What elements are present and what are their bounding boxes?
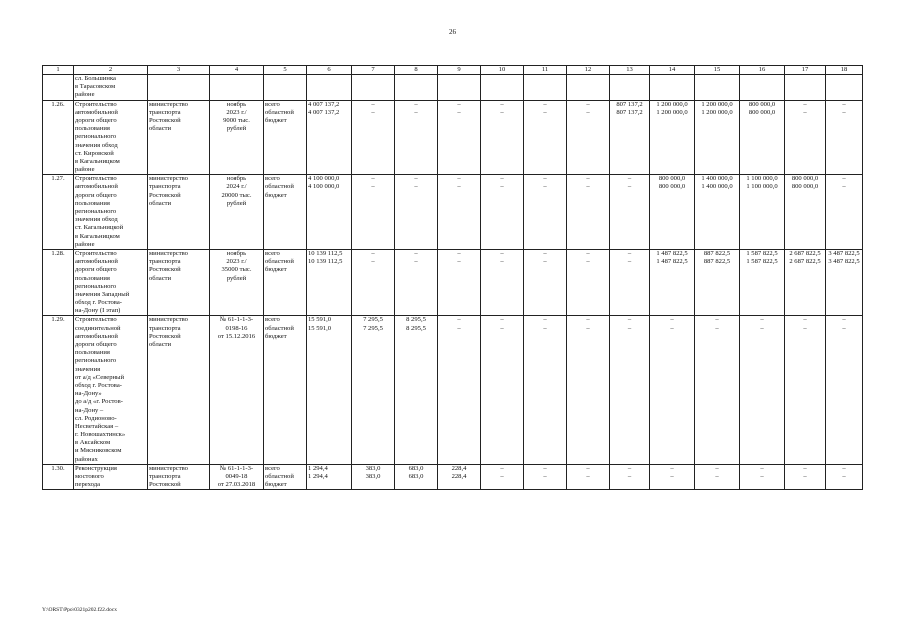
- header-cell: 11: [524, 66, 567, 75]
- funding-value: 10 139 112,5 10 139 112,5: [307, 249, 352, 316]
- header-cell: 18: [826, 66, 863, 75]
- funding-value: [695, 75, 740, 101]
- event-name: Реконструкция мостового перехода: [74, 464, 148, 490]
- funding-value: – –: [567, 100, 610, 175]
- funding-value: 1 200 000,0 1 200 000,0: [695, 100, 740, 175]
- funding-value: 800 000,0 800 000,0: [785, 175, 826, 250]
- header-cell: 10: [481, 66, 524, 75]
- funding-source: всего областной бюджет: [264, 249, 307, 316]
- header-row: [43, 66, 863, 75]
- row-number: 1.27.: [43, 175, 74, 250]
- funding-value: 4 100 000,0 4 100 000,0: [307, 175, 352, 250]
- deadline-cost: № 61-1-1-3- 0198-16 от 15.12.2016: [210, 316, 264, 464]
- header-cell: 1: [43, 66, 74, 75]
- executor: министерство транспорта Ростовской области: [148, 316, 210, 464]
- row-number: 1.28.: [43, 249, 74, 316]
- funding-value: – –: [610, 316, 650, 464]
- funding-value: – –: [524, 249, 567, 316]
- header-cell: 9: [438, 66, 481, 75]
- funding-value: [785, 75, 826, 101]
- funding-value: – –: [695, 464, 740, 490]
- funding-value: – –: [352, 175, 395, 250]
- funding-value: – –: [826, 464, 863, 490]
- funding-value: – –: [826, 316, 863, 464]
- funding-value: – –: [481, 464, 524, 490]
- funding-value: – –: [524, 100, 567, 175]
- header-cell: 16: [740, 66, 785, 75]
- executor: министерство транспорта Ростовской: [148, 464, 210, 490]
- funding-value: – –: [524, 316, 567, 464]
- header-cell: 14: [650, 66, 695, 75]
- funding-value: – –: [826, 175, 863, 250]
- event-name: Строительство автомобильной дороги общего пользования регионального значения обход ст. Кировской в Кагальницком районе: [74, 100, 148, 175]
- deadline-cost: № 61-1-1-3- 0049-18 от 27.03.2018: [210, 464, 264, 490]
- funding-value: 8 295,5 8 295,5: [395, 316, 438, 464]
- funding-value: [567, 75, 610, 101]
- table-row: [43, 249, 863, 316]
- funding-value: – –: [610, 464, 650, 490]
- table-row: [43, 175, 863, 250]
- header-cell: 17: [785, 66, 826, 75]
- funding-value: 1 100 000,0 1 100 000,0: [740, 175, 785, 250]
- header-cell: 8: [395, 66, 438, 75]
- funding-value: 800 000,0 800 000,0: [740, 100, 785, 175]
- funding-value: [524, 75, 567, 101]
- funding-value: – –: [481, 316, 524, 464]
- program-table: [42, 65, 863, 490]
- funding-value: 1 400 000,0 1 400 000,0: [695, 175, 740, 250]
- funding-value: 1 587 822,5 1 587 822,5: [740, 249, 785, 316]
- funding-source: [264, 75, 307, 101]
- funding-value: 4 007 137,2 4 007 137,2: [307, 100, 352, 175]
- funding-value: 683,0 683,0: [395, 464, 438, 490]
- header-cell: 6: [307, 66, 352, 75]
- deadline-cost: ноябрь 2023 г./ 9000 тыс. рублей: [210, 100, 264, 175]
- funding-value: – –: [481, 249, 524, 316]
- funding-value: 15 591,0 15 591,0: [307, 316, 352, 464]
- row-number: [43, 75, 74, 101]
- funding-value: [610, 75, 650, 101]
- row-number: 1.26.: [43, 100, 74, 175]
- funding-source: всего областной бюджет: [264, 100, 307, 175]
- funding-value: [395, 75, 438, 101]
- header-cell: 3: [148, 66, 210, 75]
- funding-source: всего областной бюджет: [264, 316, 307, 464]
- funding-value: [740, 75, 785, 101]
- funding-value: [481, 75, 524, 101]
- funding-value: – –: [740, 464, 785, 490]
- row-number: 1.29.: [43, 316, 74, 464]
- funding-value: 887 822,5 887 822,5: [695, 249, 740, 316]
- funding-value: – –: [785, 316, 826, 464]
- funding-value: – –: [826, 100, 863, 175]
- funding-value: – –: [352, 249, 395, 316]
- funding-value: – –: [740, 316, 785, 464]
- funding-value: 1 294,4 1 294,4: [307, 464, 352, 490]
- funding-value: [438, 75, 481, 101]
- funding-value: – –: [695, 316, 740, 464]
- funding-value: [307, 75, 352, 101]
- funding-value: 228,4 228,4: [438, 464, 481, 490]
- funding-value: 383,0 383,0: [352, 464, 395, 490]
- funding-value: 7 295,5 7 295,5: [352, 316, 395, 464]
- funding-value: – –: [481, 100, 524, 175]
- funding-value: – –: [438, 175, 481, 250]
- funding-value: 3 487 822,5 3 487 822,5: [826, 249, 863, 316]
- header-cell: 2: [74, 66, 148, 75]
- funding-value: – –: [610, 249, 650, 316]
- funding-value: 807 137,2 807 137,2: [610, 100, 650, 175]
- header-cell: 15: [695, 66, 740, 75]
- funding-value: – –: [567, 249, 610, 316]
- funding-value: – –: [567, 175, 610, 250]
- funding-value: – –: [785, 100, 826, 175]
- funding-value: – –: [567, 316, 610, 464]
- deadline-cost: ноябрь 2023 г./ 35000 тыс. рублей: [210, 249, 264, 316]
- funding-value: – –: [650, 464, 695, 490]
- header-cell: 12: [567, 66, 610, 75]
- row-number: 1.30.: [43, 464, 74, 490]
- funding-value: – –: [438, 249, 481, 316]
- funding-value: – –: [438, 316, 481, 464]
- funding-value: – –: [650, 316, 695, 464]
- deadline-cost: [210, 75, 264, 101]
- funding-source: всего областной бюджет: [264, 464, 307, 490]
- funding-value: – –: [438, 100, 481, 175]
- file-path-footer: Y:\ORST\Ppo\0321p202.f22.docx: [42, 607, 117, 613]
- event-name: Строительство автомобильной дороги общего пользования регионального значения Западный обход г. Ростова- на-Дону (I этап): [74, 249, 148, 316]
- funding-value: 1 487 822,5 1 487 822,5: [650, 249, 695, 316]
- event-name: Строительство соединительной автомобильной дороги общего пользования регионального значения от а/д «Северный обход г. Ростова- на-Дону» до а/д «г. Ростов- на-Дону – сл. Родионово- Несветайская – г. Новошахтинск» в Аксайском и Мясниковском районах: [74, 316, 148, 464]
- funding-value: – –: [524, 175, 567, 250]
- funding-value: – –: [481, 175, 524, 250]
- header-cell: 5: [264, 66, 307, 75]
- header-cell: 7: [352, 66, 395, 75]
- funding-value: 2 687 822,5 2 687 822,5: [785, 249, 826, 316]
- funding-value: [352, 75, 395, 101]
- funding-value: [826, 75, 863, 101]
- funding-value: – –: [352, 100, 395, 175]
- funding-value: 800 000,0 800 000,0: [650, 175, 695, 250]
- funding-value: – –: [395, 100, 438, 175]
- funding-value: – –: [785, 464, 826, 490]
- executor: министерство транспорта Ростовской области: [148, 100, 210, 175]
- header-cell: 4: [210, 66, 264, 75]
- funding-value: – –: [610, 175, 650, 250]
- funding-value: – –: [395, 175, 438, 250]
- event-name: Строительство автомобильной дороги общего пользования регионального значения обход ст. Кагальницкой в Кагальницком районе: [74, 175, 148, 250]
- page-number: 26: [449, 28, 456, 36]
- table-row: [43, 100, 863, 175]
- funding-value: – –: [524, 464, 567, 490]
- event-name: сл. Большинка в Тарасовском районе: [74, 75, 148, 101]
- table-row: [43, 75, 863, 101]
- table-row: [43, 464, 863, 490]
- header-cell: 13: [610, 66, 650, 75]
- executor: министерство транспорта Ростовской области: [148, 175, 210, 250]
- funding-value: [650, 75, 695, 101]
- funding-value: – –: [395, 249, 438, 316]
- executor: [148, 75, 210, 101]
- funding-value: 1 200 000,0 1 200 000,0: [650, 100, 695, 175]
- funding-source: всего областной бюджет: [264, 175, 307, 250]
- deadline-cost: ноябрь 2024 г./ 20000 тыс. рублей: [210, 175, 264, 250]
- table-row: [43, 316, 863, 464]
- funding-value: – –: [567, 464, 610, 490]
- executor: министерство транспорта Ростовской области: [148, 249, 210, 316]
